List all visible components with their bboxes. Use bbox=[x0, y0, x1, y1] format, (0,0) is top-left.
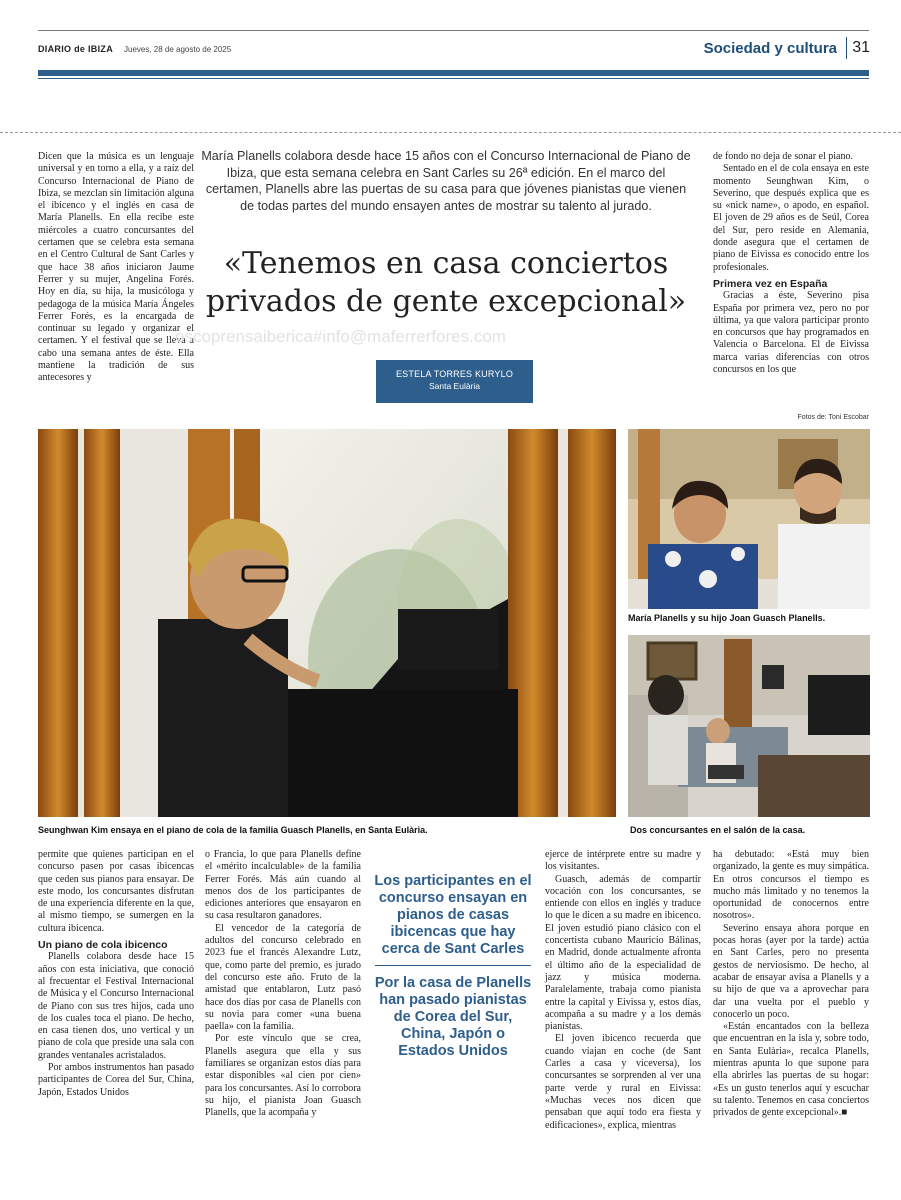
col3-paragraph-2: Guasch, además de compartir vocación con los concursantes, se entiende con ellos en inglés y traduce lo que le dicen a su madre en ibicenco. El joven estudió piano clásico con el concertista cubano Mauricio Bálinas, en Madrid, donde actualmente afronta el último año de la especialidad de jazz y música moderna. Paralelamente, trabaja como pianista entre la capital y Eivissa y, estos días, acompaña a su madre y a los demás pianistas. bbox=[545, 873, 701, 1033]
pianist-photo-illustration bbox=[38, 429, 616, 817]
col2-paragraph-1: o Francia, lo que para Planells define el «mérito incalculable» de la familia Ferrer Forés. Más aún cuando al menos dos de los participantes de ediciones anteriores que ensayaron en su casa resultaron ganadores. bbox=[205, 849, 361, 922]
bottom-column-1 bbox=[38, 849, 194, 1099]
section-title: Sociedad y cultura bbox=[703, 40, 837, 57]
col2-paragraph-2: El vencedor de la categoría de adultos del concurso celebrado en 2023 fue el francés Alexandre Lutz, que, como parte del premio, es jurado del concurso este año. Fruto de la amistad que entablaron, Lutz pasó hace dos días por casa de Planells con su novia para comer «una buena paella» con la familia. bbox=[205, 922, 361, 1033]
family-photo-caption: María Planells y su hijo Joan Guasch Planells. bbox=[628, 613, 826, 623]
subhead-piano-cola: Un piano de cola ibicenco bbox=[38, 939, 168, 952]
right-top-paragraph-2: Sentado en el de cola ensaya en este momento Seunghwan Kim, o Severino, que después explica que es su «nick name», o apodo, en español. El joven de 29 años es de Seúl, Corea del Sur, pero reside en Alemania, donde asegura que el certamen de piano de Eivissa es conocido entre los profesionales. bbox=[713, 163, 869, 273]
masthead-blue-bar bbox=[38, 70, 869, 76]
masthead-thin-rule bbox=[38, 78, 869, 79]
right-top-paragraph-1: de fondo no deja de sonar el piano. bbox=[713, 151, 853, 162]
newspaper-brand: DIARIO de IBIZA bbox=[38, 44, 114, 54]
page-number: 31 bbox=[852, 39, 870, 56]
headline: «Tenemos en casa conciertos privados de gente excepcional» bbox=[205, 246, 687, 319]
col1-paragraph-1: permite que quienes participan en el concurso pasen por casas ibicencas que ceden sus pianos para ensayar. De este modo, los concursantes disfrutan de una experiencia diferente en la que, al mismo tiempo, se sumergen en la cultura ibicenca. bbox=[38, 849, 194, 934]
col4-paragraph-3: «Están encantados con la belleza que encuentran en la isla y, sobre todo, en Santa Eulària», recalca Planells, mientras apunta lo que supone para ella abrirles las puertas de su hogar: «Es un gusto tenerlos aquí y escuchar su talento. Tenemos en casa conciertos privados de gente excepcional».■ bbox=[713, 1021, 869, 1119]
col4-paragraph-2: Severino ensaya ahora porque en pocas horas (ayer por la tarde) actúa en Sant Carles, pero no presenta gestos de nerviosismo. De hecho, al acabar de ensayar avisa a Planells y a su hijo de que va a aprovechar para dar una vuelta por el pueblo y conocerlo un poco. bbox=[713, 922, 869, 1020]
byline-author: ESTELA TORRES KURYLO bbox=[395, 369, 514, 379]
right-top-paragraph-3: Gracias a éste, Severino pisa España por primera vez, pero no por última, ya que valora participar pronto en concursos que hay programados en Valencia o Barcelona. El de Eivissa marca varias diferencias con otros concursos en los que bbox=[713, 290, 869, 376]
standfirst: María Planells colabora desde hace 15 años con el Concurso Internacional de Piano de Ibiza, que esta semana celebra en Sant Carles su 26ª edición. En el marco del certamen, Planells abre las puertas de su casa para que jóvenes pianistas que vienen de todas partes del mundo ensayen antes de mostrar su talento al jurado. bbox=[201, 149, 691, 213]
issue-date: Jueves, 28 de agosto de 2025 bbox=[124, 45, 232, 54]
col1-paragraph-2: Planells colabora desde hace 15 años con esta iniciativa, que conoció al frecuentar el Festival Internacional de Música y el Concurso Internacional de Piano con sus tres hijos, cada uno de los cuales toca el piano. De hecho, en casa tienen dos, uno vertical y un piano de cola que preside una sala con grandes ventanales acristalados. bbox=[38, 951, 194, 1061]
family-photo-illustration bbox=[628, 429, 870, 609]
watermark-text: oscoprensaiberica#info@maferrerfores.com bbox=[175, 327, 506, 346]
dotted-separator bbox=[0, 132, 901, 133]
col2-paragraph-3: Por este vínculo que se crea, Planells asegura que ella y sus familiares se organizan estos días para estar disponibles «al cien por cien» para los concursantes. Así lo corrobora su hijo, el pianista Joan Guasch Planells, que la acompaña y bbox=[205, 1033, 361, 1119]
right-top-column bbox=[713, 151, 869, 376]
col3-paragraph-1: ejerce de intérprete entre su madre y los visitantes. bbox=[545, 849, 701, 873]
col4-paragraph-1: ha debutado: «Está muy bien organizado, la gente es muy simpática. En otros concursos el tiempo es mucho más limitado y no tenemos la oportunidad de conocernos entre nosotros». bbox=[713, 849, 869, 922]
pull-quote-2: Por la casa de Planells han pasado pianistas de Corea del Sur, China, Japón o Estados Unidos bbox=[374, 975, 532, 1059]
intro-paragraph: Dicen que la música es un lenguaje universal y en torno a ella, y a raíz del Concurso Internacional de Piano de Ibiza, se mezclan sin limitación alguna el ibicenco y el inglés en casa de María Planells. En ella recibe este miércoles a cuatro concursantes del certamen que se celebra esta semana en el Centro Cultural de Sant Carles y que hace 38 años iniciaron Jaume Ferrer y su mujer, Angelina Forés. Hoy en día, su hija, la musicóloga y pedagoga de la música María Ángeles Ferrer Forés, es la encargada de continuar su legado y organizar el certamen. Y el festival que se lleva a cabo una semana antes de éste. Ella mantiene la tradición de sus antecesores y bbox=[38, 151, 194, 384]
col3-paragraph-3: El joven ibicenco recuerda que cuando viajan en coche (de Sant Carles a casa y viceversa), los concursantes se sorprenden al ver una parte verde y rural en Eivissa: «Muchas veces nos dicen que pensaban que aquí todo era fiesta y edificaciones», explica, mientras bbox=[545, 1033, 701, 1131]
bottom-column-2 bbox=[205, 849, 361, 1120]
subhead-primera-vez: Primera vez en España bbox=[713, 277, 828, 290]
family-photo bbox=[628, 429, 870, 609]
living-room-caption: Dos concursantes en el salón de la casa. bbox=[630, 825, 806, 835]
pull-quote-divider bbox=[375, 965, 531, 966]
main-photo-caption: Seunghwan Kim ensaya en el piano de cola de la familia Guasch Planells, en Santa Eulària. bbox=[38, 825, 428, 835]
col1-paragraph-3: Por ambos instrumentos han pasado participantes de Corea del Sur, China, Japón, Estados Unidos bbox=[38, 1062, 194, 1098]
section-divider bbox=[846, 37, 847, 59]
bottom-column-4 bbox=[713, 849, 869, 1120]
masthead-top-rule bbox=[38, 30, 869, 31]
byline-box bbox=[376, 360, 533, 403]
living-room-photo bbox=[628, 635, 870, 817]
bottom-column-3 bbox=[545, 849, 701, 1132]
intro-column bbox=[38, 151, 194, 385]
byline-location: Santa Eulària bbox=[428, 381, 481, 391]
living-room-photo-illustration bbox=[628, 635, 870, 817]
photo-credit: Fotos de: Toni Escobar bbox=[797, 414, 869, 421]
pull-quote-1: Los participantes en el concurso ensayan en pianos de casas ibicencas que hay cerca de Sant Carles bbox=[374, 873, 532, 957]
main-photo bbox=[38, 429, 616, 817]
